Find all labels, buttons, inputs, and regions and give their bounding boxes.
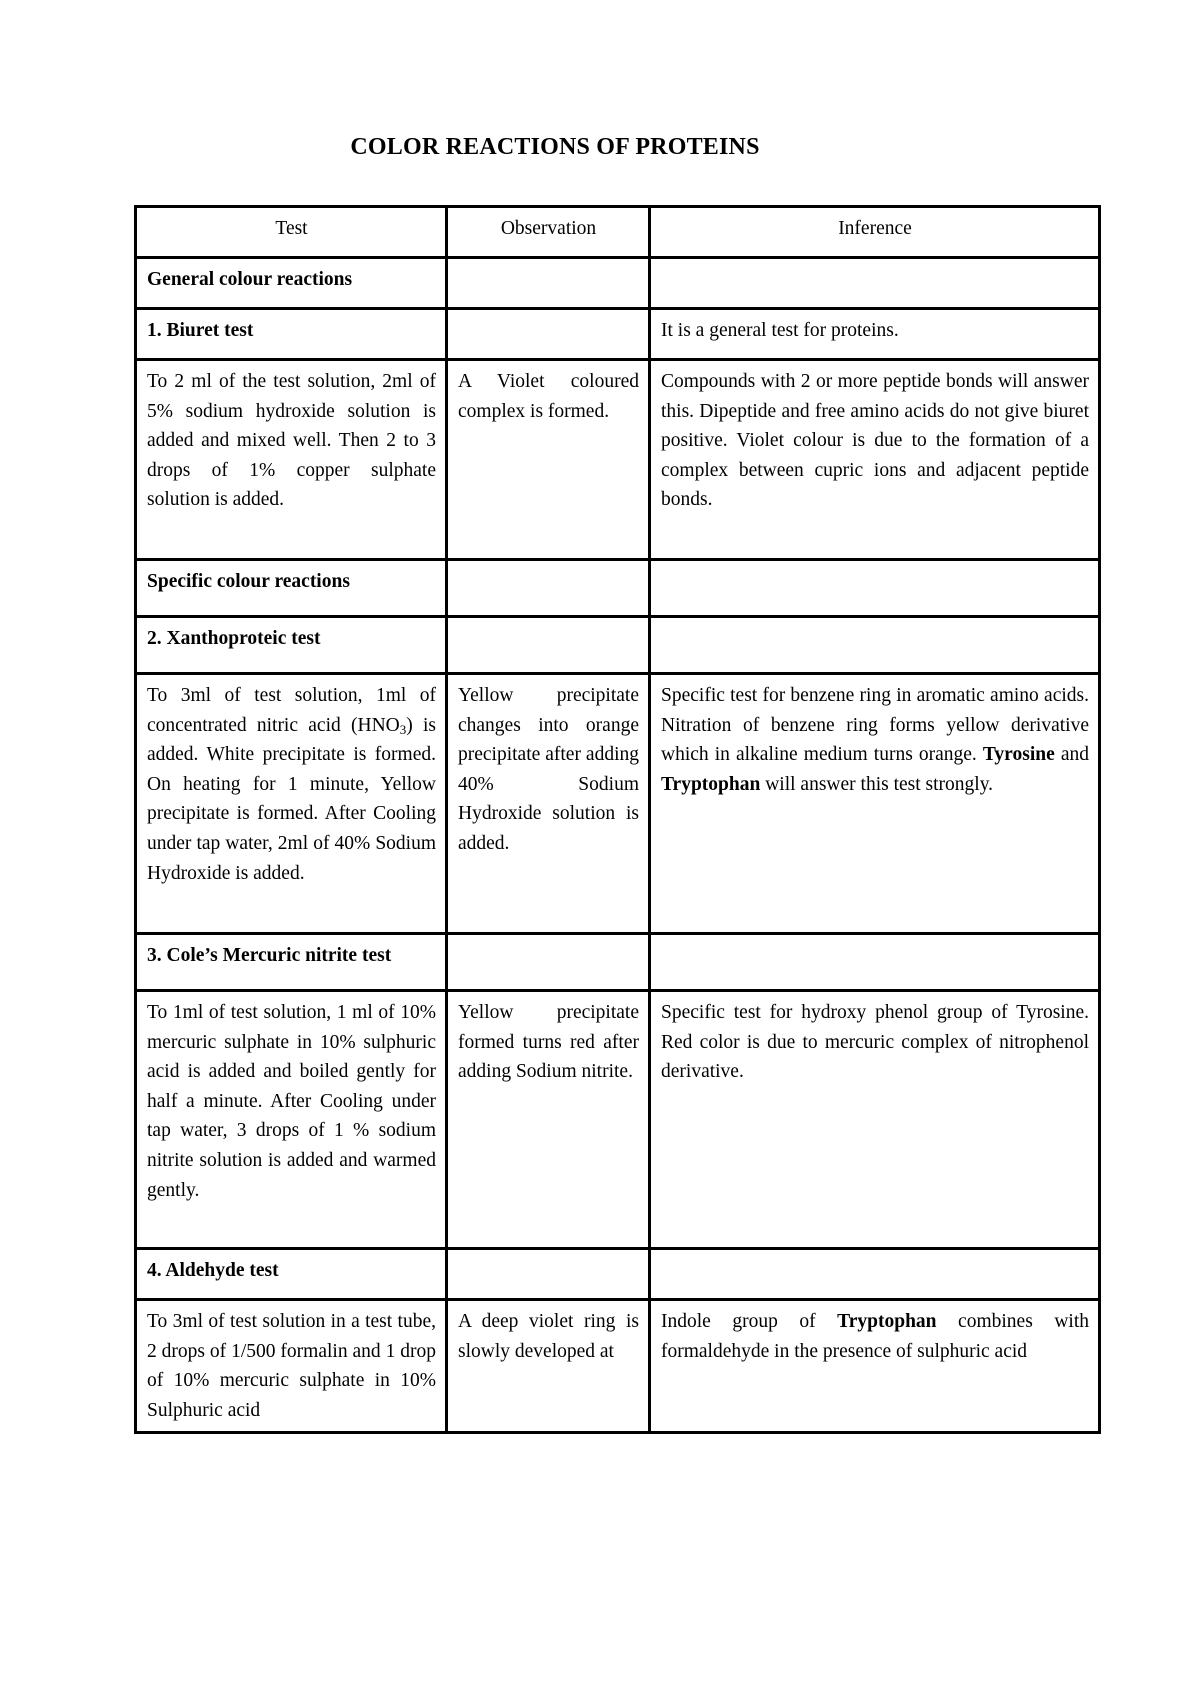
- inference-text: Specific test for benzene ring in aromatic amino acids. Nitration of benzene ring forms yellow derivative which in alkaline medium turns orange.: [661, 685, 1089, 766]
- test-title-coles: 3. Cole’s Mercuric nitrite test: [136, 934, 447, 991]
- inference-cell: Compounds with 2 or more peptide bonds will answer this. Dipeptide and free amino acids do not give biuret positive. Violet colour is due to the formation of a complex between cupric ions and adjacent peptide bonds.: [650, 360, 1100, 560]
- empty-cell: [650, 258, 1100, 309]
- inference-cell: It is a general test for proteins.: [650, 309, 1100, 360]
- table-row-aldehyde-procedure: [136, 1300, 1100, 1433]
- inference-text: and: [1054, 744, 1089, 766]
- table-row-section-general: [136, 258, 1100, 309]
- test-procedure-cell: To 2 ml of the test solution, 2ml of 5% sodium hydroxide solution is added and mixed well. Then 2 to 3 drops of 1% copper sulphate solution is added.: [136, 360, 447, 560]
- test-title-biuret: 1. Biuret test: [136, 309, 447, 360]
- test-procedure-cell: To 1ml of test solution, 1 ml of 10% mercuric sulphate in 10% sulphuric acid is added and boiled gently for half a minute. After Cooling under tap water, 3 drops of 1 % sodium nitrite solution is added and warmed gently.: [136, 991, 447, 1249]
- table-row-coles-title: [136, 934, 1100, 991]
- table-row-biuret-title: [136, 309, 1100, 360]
- table-row-biuret-procedure: [136, 360, 1100, 560]
- test-procedure-cell: To 3ml of test solution in a test tube, 2 drops of 1/500 formalin and 1 drop of 10% mercuric sulphate in 10% Sulphuric acid: [136, 1300, 447, 1433]
- test-procedure-cell: [136, 674, 447, 934]
- header-test: Test: [136, 207, 447, 258]
- bold-term-tyrosine: Tyrosine: [982, 744, 1055, 766]
- empty-cell: [447, 1249, 650, 1300]
- empty-cell: [650, 560, 1100, 617]
- page-title: COLOR REACTIONS OF PROTEINS: [350, 134, 760, 160]
- table-row-xanthoproteic-procedure: [136, 674, 1100, 934]
- color-reactions-table: [134, 205, 1101, 1434]
- empty-cell: [447, 309, 650, 360]
- table-row-coles-procedure: [136, 991, 1100, 1249]
- empty-cell: [650, 617, 1100, 674]
- inference-cell: Specific test for hydroxy phenol group of Tyrosine. Red color is due to mercuric complex of nitrophenol derivative.: [650, 991, 1100, 1249]
- subscript-3: 3: [399, 721, 407, 737]
- empty-cell: [447, 934, 650, 991]
- section-heading-specific: Specific colour reactions: [136, 560, 447, 617]
- empty-cell: [447, 617, 650, 674]
- inference-text: Indole group of: [661, 1311, 838, 1332]
- empty-cell: [447, 560, 650, 617]
- inference-text: combines with formaldehyde in the presence of sulphuric acid: [661, 1311, 1089, 1362]
- section-heading-general: General colour reactions: [136, 258, 447, 309]
- observation-cell: A Violet coloured complex is formed.: [447, 360, 650, 560]
- inference-text: will answer this test strongly.: [760, 773, 994, 795]
- observation-cell: Yellow precipitate changes into orange precipitate after adding 40% Sodium Hydroxide solution is added.: [447, 674, 650, 934]
- procedure-text: ) is added. White precipitate is formed. On heating for 1 minute, Yellow precipitate is formed. After Cooling under tap water, 2ml of 40% Sodium Hydroxide is added.: [147, 714, 437, 884]
- table-header-row: [136, 207, 1100, 258]
- inference-cell: [650, 1300, 1100, 1433]
- test-title-xanthoproteic: 2. Xanthoproteic test: [136, 617, 447, 674]
- table-row-xanthoproteic-title: [136, 617, 1100, 674]
- header-observation: Observation: [447, 207, 650, 258]
- table-row-section-specific: [136, 560, 1100, 617]
- bold-term-tryptophan: Tryptophan: [661, 773, 761, 795]
- empty-cell: [650, 934, 1100, 991]
- table-row-aldehyde-title: [136, 1249, 1100, 1300]
- empty-cell: [447, 258, 650, 309]
- empty-cell: [650, 1249, 1100, 1300]
- inference-cell: [650, 674, 1100, 934]
- bold-term-tryptophan: Tryptophan: [837, 1311, 937, 1332]
- test-title-aldehyde: 4. Aldehyde test: [136, 1249, 447, 1300]
- observation-cell: A deep violet ring is slowly developed at: [447, 1300, 650, 1433]
- header-inference: Inference: [650, 207, 1100, 258]
- observation-cell: Yellow precipitate formed turns red after adding Sodium nitrite.: [447, 991, 650, 1249]
- procedure-text: To 3ml of test solution, 1ml of concentrated nitric acid (HNO: [147, 685, 436, 736]
